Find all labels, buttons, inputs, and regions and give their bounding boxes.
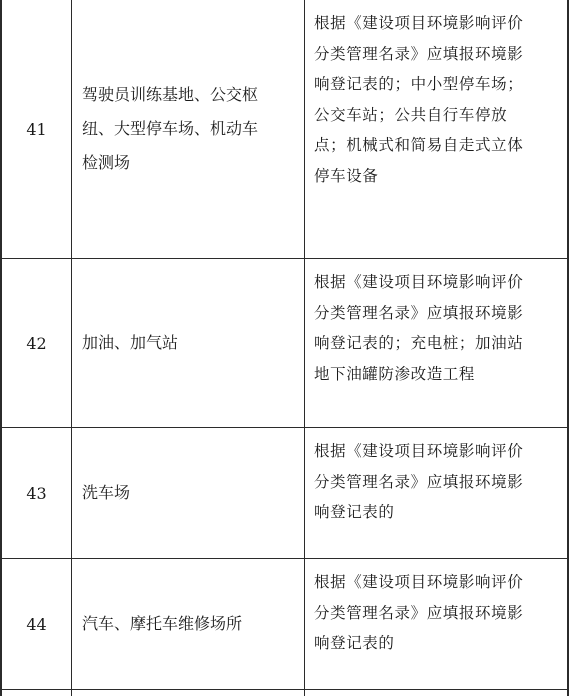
project-category-text xyxy=(82,607,242,641)
text-line: 分类管理名录》应填报环境影 xyxy=(314,303,524,322)
project-category xyxy=(72,0,305,258)
text-line: 响登记表的；中小型停车场； xyxy=(314,75,524,93)
registration-requirement xyxy=(305,259,567,427)
text-line: 根据《建设项目环境影响评价 xyxy=(314,573,524,591)
row-number xyxy=(2,259,72,427)
text-line: 响登记表的；充电桩；加油站 xyxy=(314,334,524,352)
registration-requirement xyxy=(305,0,567,258)
project-category xyxy=(72,259,305,427)
row-number xyxy=(2,428,72,558)
table-row xyxy=(2,259,567,428)
registration-requirement xyxy=(305,428,567,558)
text-line: 响登记表的 xyxy=(314,503,395,521)
table-row xyxy=(2,0,567,259)
project-category-text xyxy=(82,78,258,180)
text-line: 检测场 xyxy=(82,153,131,172)
row-number xyxy=(2,559,72,689)
row-number-text: 42 xyxy=(26,333,47,353)
table-row xyxy=(2,559,567,690)
text-line: 驾驶员训练基地、公交枢 xyxy=(82,85,259,104)
text-line: 汽车、摩托车维修场所 xyxy=(82,614,243,633)
text-line: 公交车站；公共自行车停放 xyxy=(314,105,508,124)
text-line: 停车设备 xyxy=(314,166,379,185)
project-category xyxy=(72,559,305,689)
text-line: 响登记表的 xyxy=(314,634,395,652)
text-line: 根据《建设项目环境影响评价 xyxy=(314,442,524,460)
text-line: 点；机械式和简易自走式立体 xyxy=(314,136,524,154)
project-category xyxy=(72,428,305,558)
text-line: 根据《建设项目环境影响评价 xyxy=(314,273,524,291)
row-number-text: 43 xyxy=(26,483,47,503)
text-line: 加油、加气站 xyxy=(82,333,179,352)
text-line: 地下油罐防渗改造工程 xyxy=(314,364,476,383)
text-line: 分类管理名录》应填报环境影 xyxy=(314,44,524,63)
text-line: 分类管理名录》应填报环境影 xyxy=(314,603,524,622)
row-number xyxy=(2,0,72,258)
text-line: 纽、大型停车场、机动车 xyxy=(82,119,259,138)
registration-requirement xyxy=(305,559,567,689)
text-line: 洗车场 xyxy=(82,483,131,502)
row-number-text: 41 xyxy=(26,119,47,139)
text-line: 根据《建设项目环境影响评价 xyxy=(314,14,524,32)
row-number xyxy=(2,690,72,696)
row-number-text: 44 xyxy=(26,614,47,634)
text-line: 分类管理名录》应填报环境影 xyxy=(314,472,524,491)
project-category xyxy=(72,690,305,696)
table-row-partial xyxy=(2,690,567,696)
project-category-text xyxy=(82,326,178,360)
table-row xyxy=(2,428,567,559)
project-category-text xyxy=(82,476,130,510)
